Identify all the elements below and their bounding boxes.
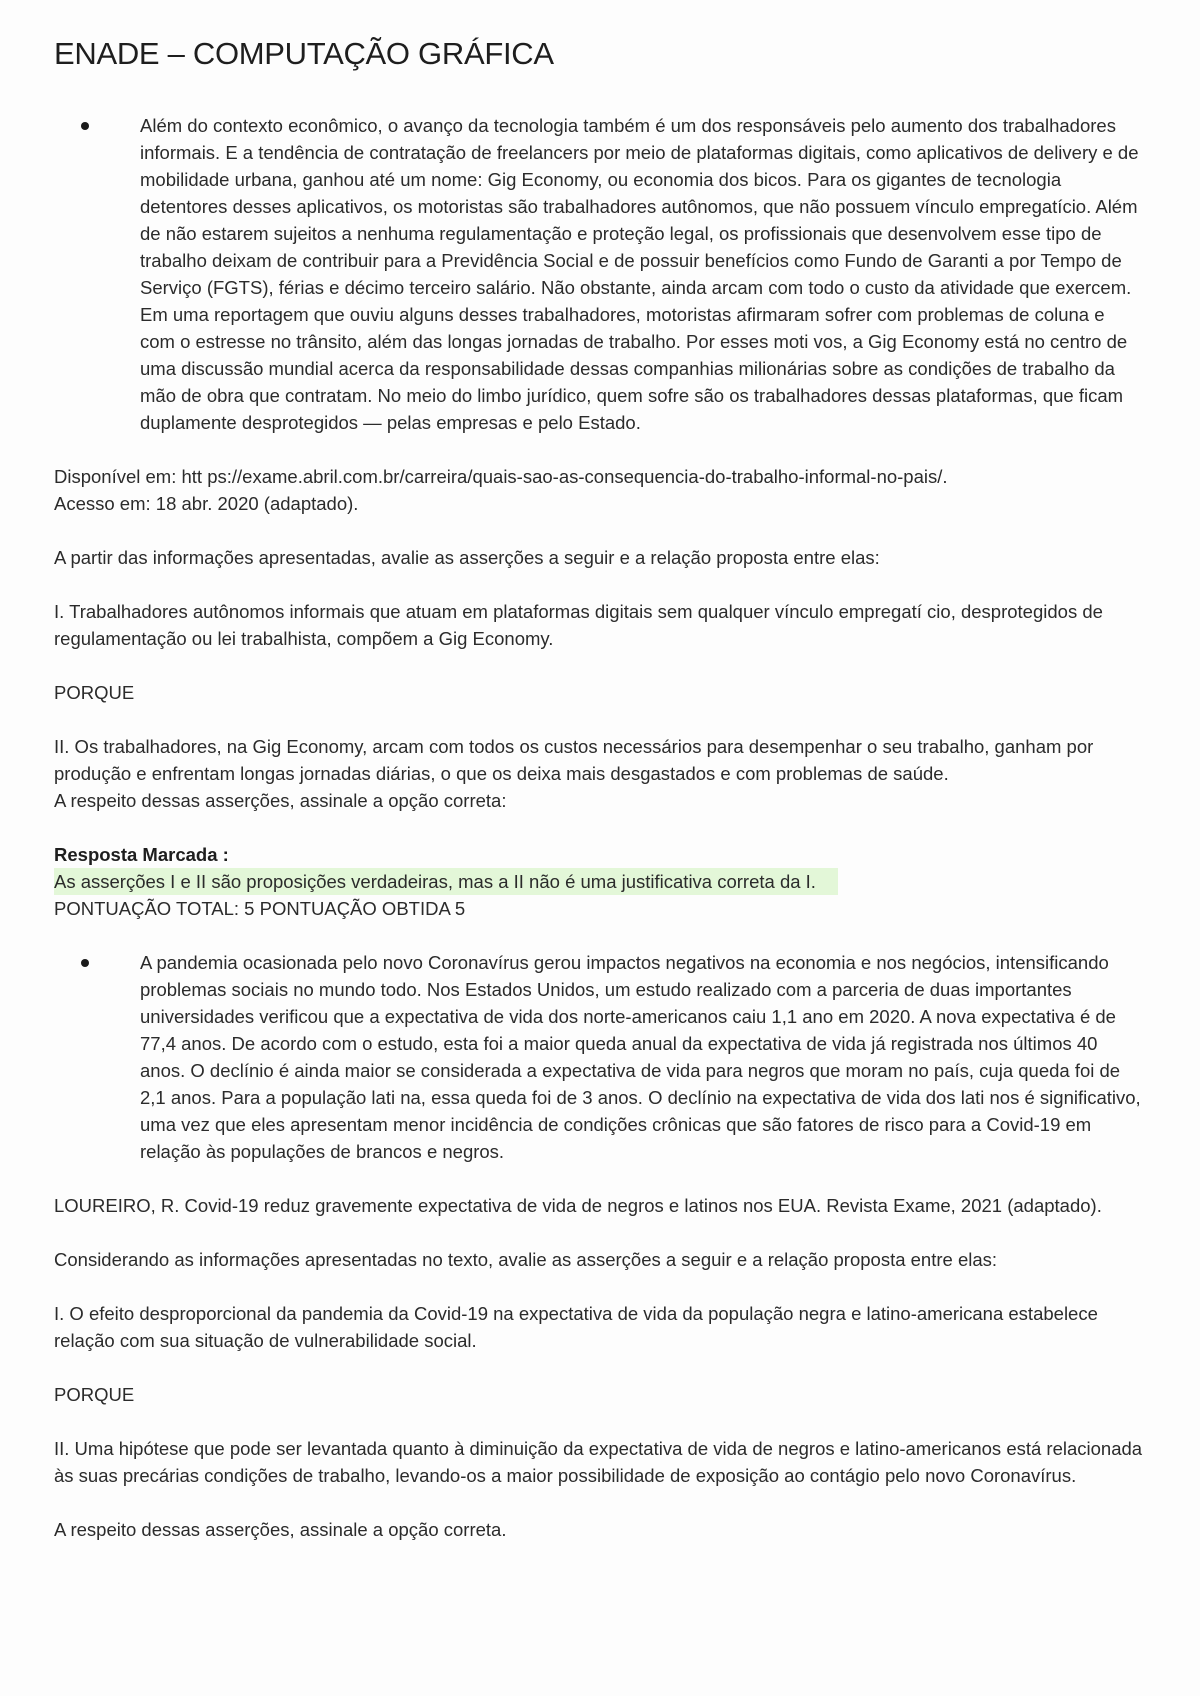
q2-context-text: A pandemia ocasionada pelo novo Coronavírus gerou impactos negativos na economia e nos negócios, intensificando problemas sociais no mundo todo. Nos Estados Unidos, um estudo realizado com a parceria de duas importantes universidades verificou que a expectativa de vida dos norte-americanos caiu 1,1 ano em 2020. A nova expectativa é de 77,4 anos. De acordo com o estudo, esta foi a maior queda anual da expectativa de vida já registrada nos últimos 40 anos. O declínio é ainda maior se considerada a expectativa de vida para negros que moram no país, cuja queda foi de 2,1 anos. Para a população lati na, essa queda foi de 3 anos. O declínio na expectativa de vida dos lati nos é significativo, uma vez que eles apresentam menor incidência de condições crônicas que são fatores de risco para a Covid-19 em relação às populações de brancos e negros. [140, 952, 1141, 1162]
q2-prompt: Considerando as informações apresentadas no texto, avalie as asserções a seguir e a relação proposta entre elas: [54, 1249, 998, 1270]
page-title: ENADE – COMPUTAÇÃO GRÁFICA [54, 36, 554, 71]
score-line: PONTUAÇÃO TOTAL: 5 PONTUAÇÃO OBTIDA 5 [54, 898, 466, 919]
q2-assertion-1: I. O efeito desproporcional da pandemia da Covid-19 na expectativa de vida da população negra e latino-americana estabelece relação com sua situação de vulnerabilidade social. [54, 1303, 1098, 1351]
q1-assertion-2: II. Os trabalhadores, na Gig Economy, arcam com todos os custos necessários para desempenhar o seu trabalho, ganham por produção e enfrentam longas jornadas diárias, o que os deixa mais desgastados e com problemas de saúde. [54, 736, 1094, 784]
q1-prompt: A partir das informações apresentadas, avalie as asserções a seguir e a relação proposta entre elas: [54, 547, 880, 568]
answer-highlighted-text: As asserções I e II são proposições verdadeiras, mas a II não é uma justificativa correta da I. [54, 868, 838, 895]
answer-label: Resposta Marcada : [54, 844, 229, 865]
q2-source: LOUREIRO, R. Covid-19 reduz gravemente expectativa de vida de negros e latinos nos EUA. Revista Exame, 2021 (adaptado). [54, 1195, 1102, 1216]
q1-bullet-item [54, 112, 1142, 436]
q1-assertion-1: I. Trabalhadores autônomos informais que atuam em plataformas digitais sem qualquer vínculo empregatí cio, desprotegidos de regulamentação ou lei trabalhista, compõem a Gig Economy. [54, 601, 1103, 649]
q2-porque: PORQUE [54, 1384, 135, 1405]
q1-context-text: Além do contexto econômico, o avanço da tecnologia também é um dos responsáveis pelo aumento dos trabalhadores informais. E a tendência de contratação de freelancers por meio de plataformas digitais, como aplicativos de delivery e de mobilidade urbana, ganhou até um nome: Gig Economy, ou economia dos bicos. Para os gigantes de tecnologia detentores desses aplicativos, os motoristas são trabalhadores autônomos, que não possuem vínculo empregatício. Além de não estarem sujeitos a nenhuma regulamentação e proteção legal, os profissionais que desenvolvem esse tipo de trabalho deixam de contribuir para a Previdência Social e de possuir benefícios como Fundo de Garanti a por Tempo de Serviço (FGTS), férias e décimo terceiro salário. Não obstante, ainda arcam com todo o custo da atividade que exercem. Em uma reportagem que ouviu alguns desses trabalhadores, motoristas afirmaram sofrer com problemas de coluna e com o estresse no trânsito, além das longas jornadas de trabalho. Por esses moti vos, a Gig Economy está no centro de uma discussão mundial acerca da responsabilidade dessas companhias milionárias sobre as condições de trabalho da mão de obra que contratam. No meio do limbo jurídico, quem sofre são os trabalhadores dessas plataformas, que ficam duplamente desprotegidos — pelas empresas e pelo Estado. [140, 115, 1139, 433]
q2-instruction: A respeito dessas asserções, assinale a opção correta. [54, 1519, 507, 1540]
bullet-icon [81, 122, 89, 130]
q2-assertion-2: II. Uma hipótese que pode ser levantada quanto à diminuição da expectativa de vida de negros e latino-americanos está relacionada às suas precárias condições de trabalho, levando-os a maior possibilidade de exposição ao contágio pelo novo Coronavírus. [54, 1438, 1143, 1486]
q1-source-line1: Disponível em: htt ps://exame.abril.com.br/carreira/quais-sao-as-consequencia-do-trabalho-informal-no-pais/. [54, 466, 948, 487]
q1-porque: PORQUE [54, 682, 135, 703]
q1-instruction: A respeito dessas asserções, assinale a opção correta: [54, 790, 507, 811]
bullet-icon [81, 959, 89, 967]
document-page [54, 34, 1154, 1543]
answer-line [54, 868, 1154, 895]
q2-bullet-item [54, 949, 1142, 1165]
q1-source-line2: Acesso em: 18 abr. 2020 (adaptado). [54, 493, 359, 514]
